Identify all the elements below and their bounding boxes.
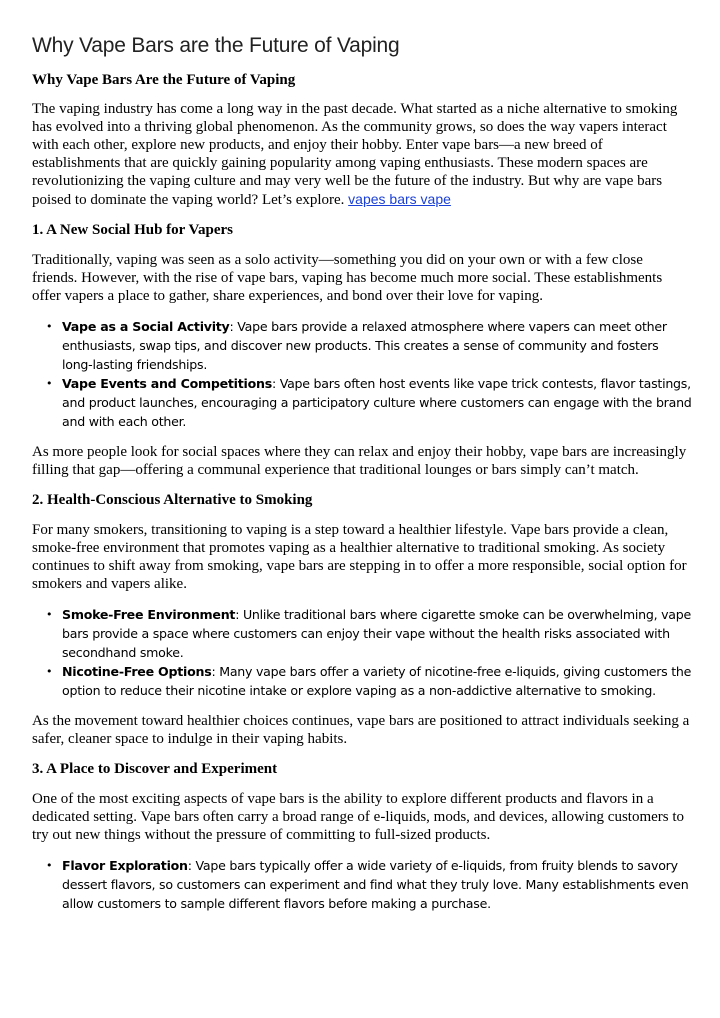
list-item — [32, 374, 692, 431]
list-item-text: : Unlike traditional bars where cigarette smoke can be overwhelming, vape bars provide a space where customers can enjoy their vape without the health risks associated with secondhand smoke. — [62, 607, 691, 660]
section-paragraph: For many smokers, transitioning to vaping is a step toward a healthier lifestyle. Vape bars provide a clean, smoke-free environment that promotes vaping as a healthier alternative to traditional smoking. As society continues to shift away from smoking, vape bars are stepping in to offer a more responsible, social option for smokers and vapers alike. — [32, 522, 687, 592]
list-item-text: : Many vape bars offer a variety of nicotine-free e-liquids, giving customers the option to reduce their nicotine intake or explore vaping as a non-addictive alternative to smoking. — [62, 664, 692, 698]
list-item-title: Smoke-Free Environment — [62, 607, 236, 622]
document-page — [32, 0, 692, 913]
list-item — [32, 662, 692, 700]
list-item-text: : Vape bars provide a relaxed atmosphere where vapers can meet other enthusiasts, swap tips, and discover new products. This creates a sense of community and fosters long-lasting friendships. — [62, 319, 667, 372]
bullet-icon: • — [46, 320, 53, 333]
bullet-icon: • — [46, 377, 53, 390]
list-item — [32, 317, 692, 374]
section-heading: 1. A New Social Hub for Vapers — [32, 222, 233, 238]
document-title: Why Vape Bars are the Future of Vaping — [32, 34, 400, 57]
bullet-icon: • — [46, 859, 53, 872]
section-closing-paragraph: As more people look for social spaces where they can relax and enjoy their hobby, vape bars are increasingly filling that gap—offering a communal experience that traditional lounges or bars simply can’t match. — [32, 444, 687, 478]
list-item-title: Vape Events and Competitions — [62, 376, 272, 391]
article-heading: Why Vape Bars Are the Future of Vaping — [32, 72, 296, 88]
list-item — [32, 605, 692, 662]
section-paragraph: Traditionally, vaping was seen as a solo activity—something you did on your own or with a few close friends. However, with the rise of vape bars, vaping has become much more social. These establishments offer vapers a place to gather, share experiences, and bond over their love for vaping. — [32, 252, 663, 304]
section-heading: 3. A Place to Discover and Experiment — [32, 761, 278, 777]
section-heading: 2. Health-Conscious Alternative to Smoking — [32, 492, 313, 508]
section-closing-paragraph: As the movement toward healthier choices continues, vape bars are positioned to attract individuals seeking a safer, cleaner space to indulge in their vaping habits. — [32, 713, 690, 747]
list-item-text: : Vape bars typically offer a wide variety of e-liquids, from fruity blends to savory dessert flavors, so customers can experiment and find what they truly love. Many establishments even allow customers to sample different flavors before making a purchase. — [62, 858, 689, 911]
list-item-title: Vape as a Social Activity — [62, 319, 230, 334]
bullet-list — [32, 856, 692, 913]
bullet-icon: • — [46, 665, 53, 678]
intro-paragraph — [32, 100, 692, 209]
intro-link[interactable]: vapes bars vape — [348, 191, 451, 207]
bullet-list — [32, 605, 692, 700]
list-item — [32, 856, 692, 913]
list-item-text: : Vape bars often host events like vape trick contests, flavor tastings, and product launches, encouraging a participatory culture where customers can engage with the brand and with each other. — [62, 376, 692, 429]
intro-text: The vaping industry has come a long way in the past decade. What started as a niche alternative to smoking has evolved into a thriving global phenomenon. As the community grows, so does the way vapers interact with each other, explore new products, and enjoy their hobby. Enter vape bars—a new breed of establishments that are quickly gaining popularity among vaping enthusiasts. These modern spaces are revolutionizing the vaping culture and may very well be the future of the industry. But why are vape bars poised to dominate the vaping world? Let’s explore. — [32, 101, 678, 208]
list-item-title: Nicotine-Free Options — [62, 664, 212, 679]
bullet-icon: • — [46, 608, 53, 621]
list-item-title: Flavor Exploration — [62, 858, 188, 873]
section-paragraph: One of the most exciting aspects of vape bars is the ability to explore different products and flavors in a dedicated setting. Vape bars often carry a broad range of e-liquids, mods, and devices, allowing customers to try out new things without the pressure of committing to full-sized products. — [32, 791, 685, 843]
bullet-list — [32, 317, 692, 431]
